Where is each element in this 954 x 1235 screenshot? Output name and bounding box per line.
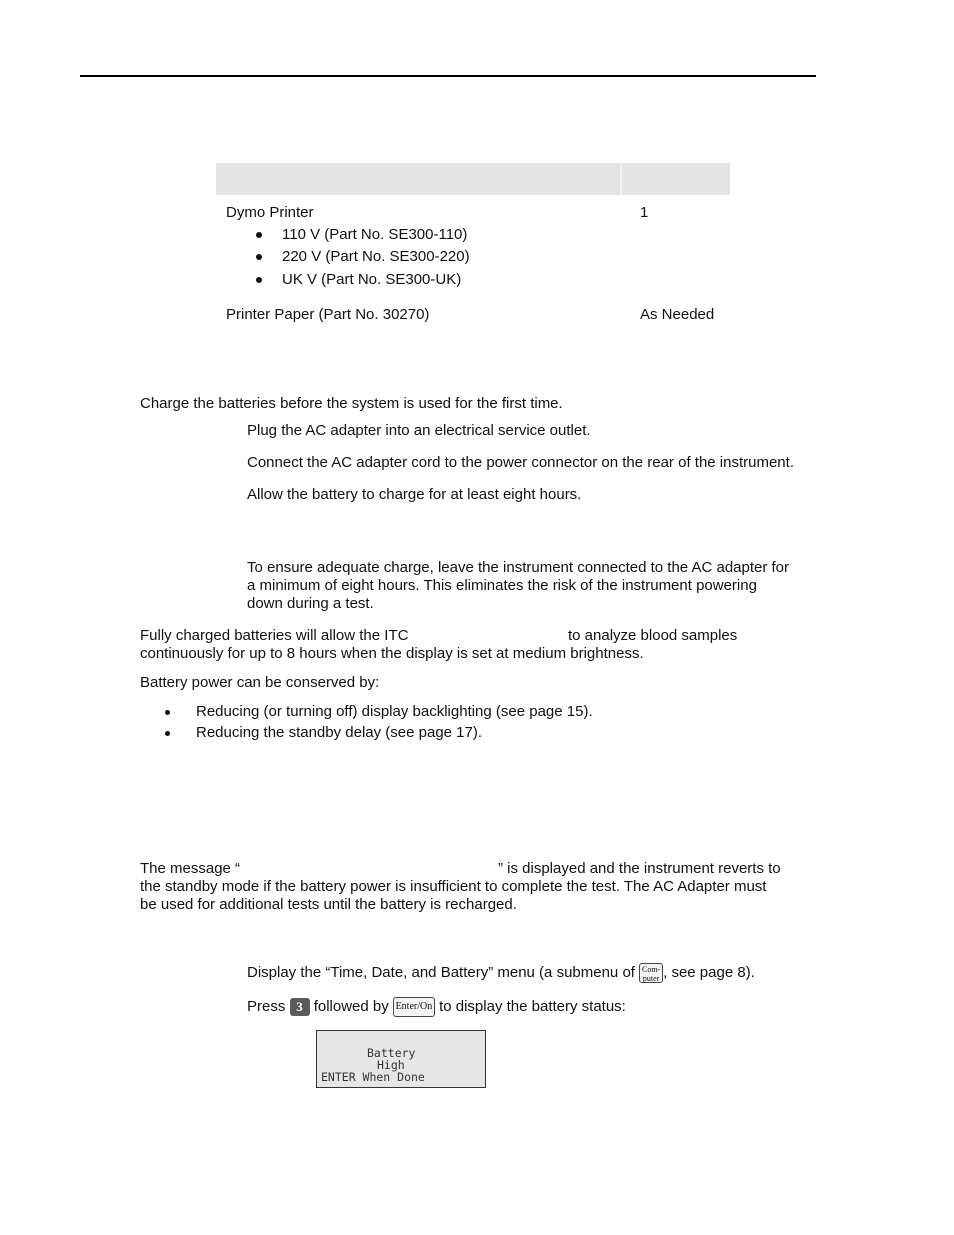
lcd-display	[316, 1030, 486, 1088]
lcd-line: High	[377, 1058, 405, 1072]
enter-key-icon: Enter/On	[393, 997, 435, 1017]
table-row-item: Printer Paper (Part No. 30270)	[226, 306, 430, 323]
step-text: Press	[247, 998, 286, 1015]
step-text: to display the battery status:	[439, 998, 626, 1015]
table-header	[216, 163, 730, 195]
bullet-icon	[256, 277, 262, 283]
table-header-divider	[620, 163, 622, 195]
note-line: a minimum of eight hours. This eliminates the risk of the instrument powering	[247, 577, 757, 594]
status-step-2	[247, 996, 626, 1018]
table-row-item: Dymo Printer	[226, 204, 314, 221]
note-line: down during a test.	[247, 595, 374, 612]
bullet-icon	[165, 731, 170, 736]
computer-key-icon: Com- puter	[639, 963, 663, 983]
top-rule	[80, 75, 816, 77]
conserve-intro: Battery power can be conserved by:	[140, 674, 380, 691]
charging-intro: Charge the batteries before the system is used for the first time.	[140, 395, 563, 412]
low-battery-text: ” is displayed and the instrument reverts to	[498, 860, 781, 877]
step-text: followed by	[313, 998, 389, 1015]
status-step-1	[247, 962, 755, 984]
step-text: Display the “Time, Date, and Battery” menu (a submenu of	[247, 964, 635, 981]
list-item: 110 V (Part No. SE300-110)	[282, 226, 468, 243]
list-item: Reducing the standby delay (see page 17).	[196, 724, 483, 741]
note-line: To ensure adequate charge, leave the instrument connected to the AC adapter for	[247, 559, 790, 576]
bullet-icon	[256, 254, 262, 260]
low-battery-text: the standby mode if the battery power is insufficient to complete the test. The AC Adapter must	[140, 878, 767, 895]
table-row-qty: As Needed	[640, 306, 715, 323]
runtime-text: to analyze blood samples	[568, 627, 738, 644]
step-text: Allow the battery to charge for at least eight hours.	[247, 486, 582, 503]
three-key-icon: 3	[290, 998, 310, 1016]
list-item: UK V (Part No. SE300-UK)	[282, 271, 462, 288]
step-text: Connect the AC adapter cord to the power connector on the rear of the instrument.	[247, 454, 794, 471]
step-text: Plug the AC adapter into an electrical service outlet.	[247, 422, 591, 439]
low-battery-text: The message “	[140, 860, 241, 877]
step-text: , see page 8).	[663, 964, 755, 981]
runtime-text: continuously for up to 8 hours when the display is set at medium brightness.	[140, 645, 644, 662]
list-item: 220 V (Part No. SE300-220)	[282, 248, 470, 265]
runtime-text: Fully charged batteries will allow the ITC	[140, 627, 409, 644]
bullet-icon	[256, 232, 262, 238]
lcd-line: Battery	[367, 1046, 416, 1060]
bullet-icon	[165, 710, 170, 715]
list-item: Reducing (or turning off) display backlighting (see page 15).	[196, 703, 593, 720]
lcd-line: ENTER When Done	[321, 1070, 425, 1084]
table-row-qty: 1	[640, 204, 649, 221]
low-battery-text: be used for additional tests until the battery is recharged.	[140, 896, 517, 913]
